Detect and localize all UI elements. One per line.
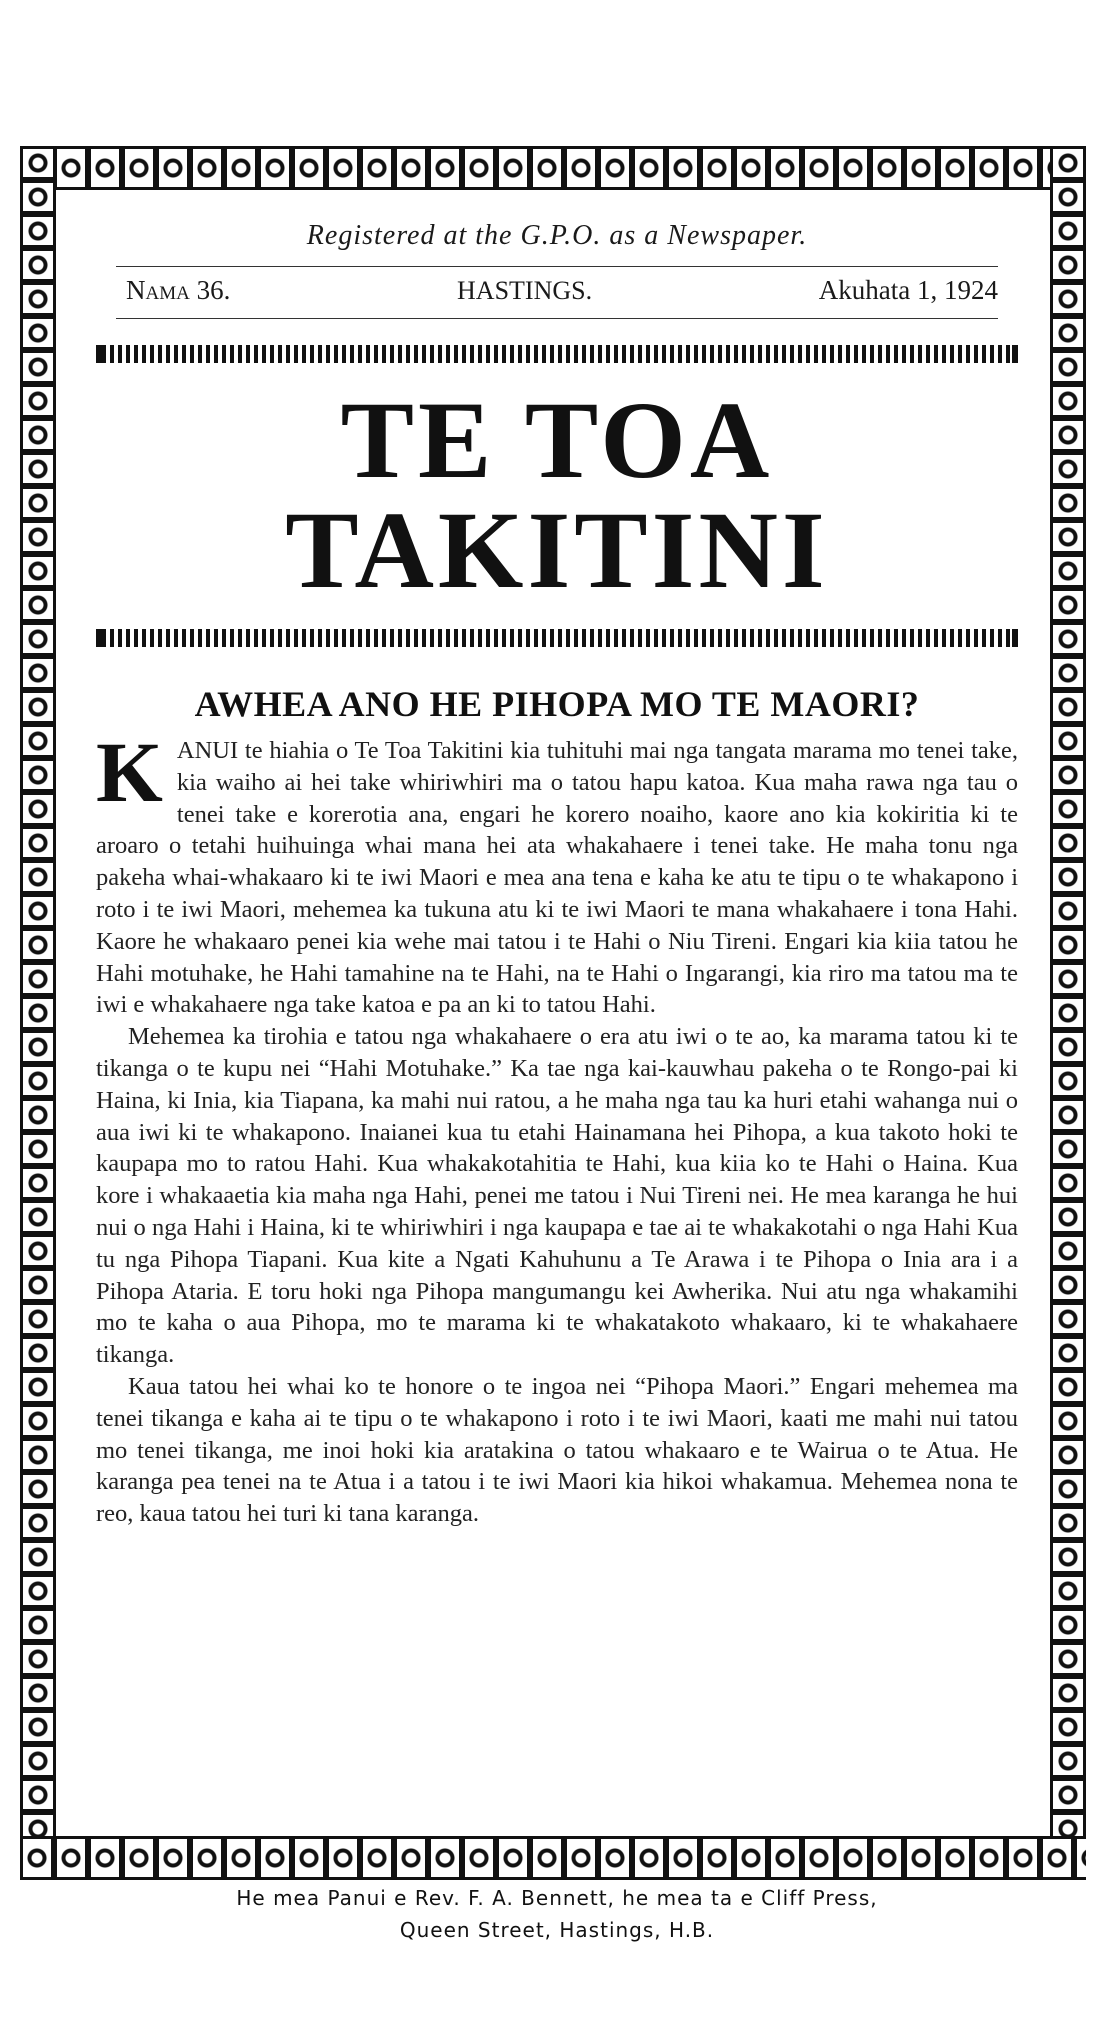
article-paragraph: Mehemea ka tirohia e tatou nga whakahaere o era atu iwi o te ao, ka marama tatou ki te tikanga o te kupu nei “Hahi Motuhake.” Ka tae nga kai-kauwhau pakeha o te Rongo-pai ki Haina, ki Inia, kia Tiapana, ka mahi nui ratou, a he maha nga tau ka huri etahi wahanga nui o aua iwi ki te whakapono. Inaianei kua tu etahi Hainamana hei Pihopa, a kua takoto hoki te kaupapa mo to ratou Hahi. Kua whakakotahitia te Hahi, kua kiia ko te Hahi o Haina. Kua kore i whakaaetia kia maha nga Hahi, penei me tatou i Nui Tireni nei. He mea karanga he hui nui o nga Hahi i Haina, ki te whiriwhiri i nga kaupapa e tae ai te whakakotahi o nga Hahi Kua tu nga Pihopa Tiapani. Kua kite a Ngati Kahuhunu a Te Arawa i te Pihopa o Inia ara i a Pihopa Ataria. E toru hoki nga Pihopa mangumangu kei Awherika. Nui atu nga whakamihi mo te kaha o aua Pihopa, mo te marama ki te whakatakoto whakaaro, ki te whakahaere tikanga. <box>96 1023 1018 1369</box>
printer-imprint <box>0 1882 1114 1946</box>
ornament-bar-bottom <box>96 629 1018 647</box>
ornamental-border-top <box>20 146 1086 190</box>
issue-date: Akuhata 1, 1924 <box>818 275 998 305</box>
masthead-title: TE TOA TAKITINI <box>285 379 829 611</box>
imprint-line-1: He mea Panui e Rev. F. A. Bennett, he mea ta e Cliff Press, <box>236 1886 878 1910</box>
paragraph-text: ANUI te hiahia o Te Toa Takitini kia tuhituhi mai nga tangata marama mo tenei take, kia waiho ai hei take whiriwhiri ma o tatou hapu katoa. Kua maha rawa nga tau o tenei take e korerotia ana, engari he korero noaiho, kaore ano kia kokiritia ki te aroaro o tetahi huihuinga whai mana hei ata whakahaere i tenei take. He maha tonu nga pakeha whai-whakaaro ki te iwi Maori e mea ana tena e kaha ke atu te tipu o te whakapono i roto i te iwi Maori, mehemea ka tukuna atu ki te iwi Maori te mana whakahaere i tona Hahi. Kaore he whakaaro penei kia wehe mai tatou i te Hahi o Niu Tireni. Engari kia kiia tatou he Hahi motuhake, he Hahi tamahine na te Hahi, na te Hahi o Ingarangi, kia riro ma tatou ma te iwi e whakahaere nga take katoa e pa an ki to tatou Hahi. <box>96 737 1018 1019</box>
issue-number: Nama 36. <box>126 275 231 305</box>
drop-cap: K <box>96 724 163 820</box>
page-content <box>96 205 1018 1530</box>
article-paragraph <box>96 724 1018 1021</box>
registration-notice: Registered at the G.P.O. as a Newspaper. <box>306 220 808 251</box>
rule-divider <box>116 318 998 319</box>
publication-place: HASTINGS. <box>457 276 593 305</box>
ornamental-border-bottom <box>20 1836 1086 1880</box>
ornamental-border-right <box>1050 146 1086 1874</box>
article-headline: AWHEA ANO HE PIHOPA MO TE MAORI? <box>194 684 920 724</box>
article-paragraph: Kaua tatou hei whai ko te honore o te ingoa nei “Pihopa Maori.” Engari mehemea ma tenei tikanga e kaha ai te tipu o te whakapono i roto i te iwi Maori, kaati me mahi nui tatou mo tenei tikanga, me inoi hoki kia aratakina o tatou whakaaro e te Wairua o te Atua. He karanga pea tenei na te Atua i a tatou i te iwi Maori kia hikoi whakamua. Mehemea nona te reo, kaua tatou hei turi ki tana karanga. <box>96 1372 1018 1528</box>
issue-info-row <box>96 267 1018 306</box>
article-body <box>96 724 1018 1530</box>
imprint-line-2: Queen Street, Hastings, H.B. <box>399 1918 715 1942</box>
ornamental-border-left <box>20 146 56 1874</box>
ornament-bar-top <box>96 345 1018 363</box>
